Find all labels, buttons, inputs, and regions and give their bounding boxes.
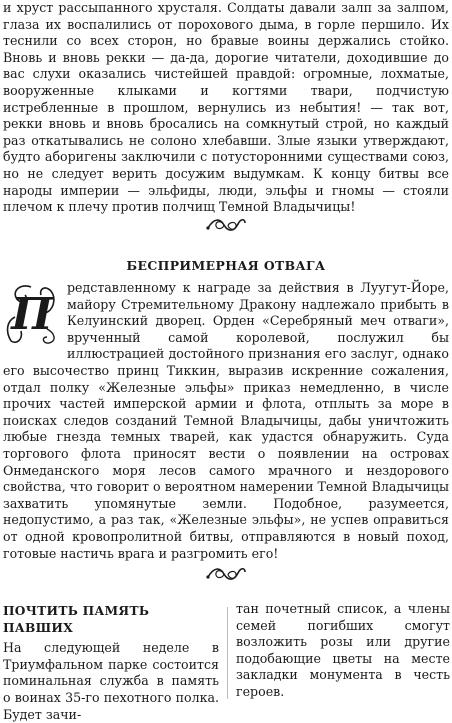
article-3-left-text: На следующей неделе в Триумфальном парке состоится поминальная служба в память о воинах 35-го пехотного полка. Будет зачи- bbox=[3, 640, 219, 722]
article-2 bbox=[3, 280, 449, 562]
article-3-left-column bbox=[3, 603, 219, 723]
article-3-heading: ПОЧТИТЬ ПАМЯТЬ ПАВШИХ bbox=[3, 604, 150, 635]
article-1-text: и хруст рассыпанного хрусталя. Солдаты давали залп за залпом, глаза их воспалились от порохового дыма, в горле першило. Их теснили со всех сторон, но бравые воины держались стойко. Вновь и вновь рекки — да-да, дорогие читатели, доходившие до вас слухи оказались чистейшей правдой: огромные, лохматые, вооруженные клыками и когтями твари, подчистую истребленные в прошлом, вернулись из небытия! — так вот, рекки вновь и вновь бросались на сомкнутый строй, но каждый раз откатывались не солоно хлебавши. Злые языки утверждают, будто аборигены заключили с потусторонними существами союз, но не следует верить досужим выдумкам. К концу битвы все народы империи — эльфиды, люди, эльфы и гномы — стояли плечом к плечу против полчищ Темной Владычицы! bbox=[3, 0, 449, 215]
fleuron-divider-1 bbox=[0, 214, 452, 240]
article-2-heading: БЕСПРИМЕРНАЯ ОТВАГА bbox=[126, 258, 326, 273]
fleuron-icon bbox=[204, 214, 248, 236]
drop-cap-letter: П bbox=[11, 289, 53, 340]
fleuron-divider-2 bbox=[0, 563, 452, 589]
drop-cap-ornament bbox=[3, 281, 61, 347]
fleuron-icon bbox=[204, 563, 248, 585]
column-divider bbox=[227, 607, 228, 699]
article-3-right-column bbox=[236, 601, 450, 701]
article-2-text: редставленному к награде за действия в Луугут-Йоре, майору Стремительному Дракону надлежало прибыть в Келуинский дворец. Орден «Серебряный меч отваги», врученный самой королевой, послужил бы иллюстрацией достойного признания его заслуг, однако его высочество принц Тиккин, выразив искренние сожаления, отдал полку «Железные эльфы» приказ немедленно, в числе прочих частей имперской армии и флота, отплыть за море в поисках следов созданий Темной Владычицы, дабы уничтожить любые гнезда темных тварей, как удастся обнаружить. Суда торгового флота приносят вести о появлении на островах Онмеданского моря лесов самого мрачного и нездорового свойства, что говорит о вероятном намерении Темной Владычицы захватить упомянутые земли. Подобное, разумеется, недопустимо, а раз так, «Железные эльфы», не успев оправиться от одной кровопролитной битвы, отправляются в новый поход, готовые настичь врага и разгромить его! bbox=[3, 280, 449, 561]
article-3-right-text: тан почетный список, а члены семей погибших смогут возложить розы или другие подобающие цветы на месте закладки монумента в честь героев. bbox=[236, 601, 450, 699]
article-1 bbox=[3, 0, 449, 216]
